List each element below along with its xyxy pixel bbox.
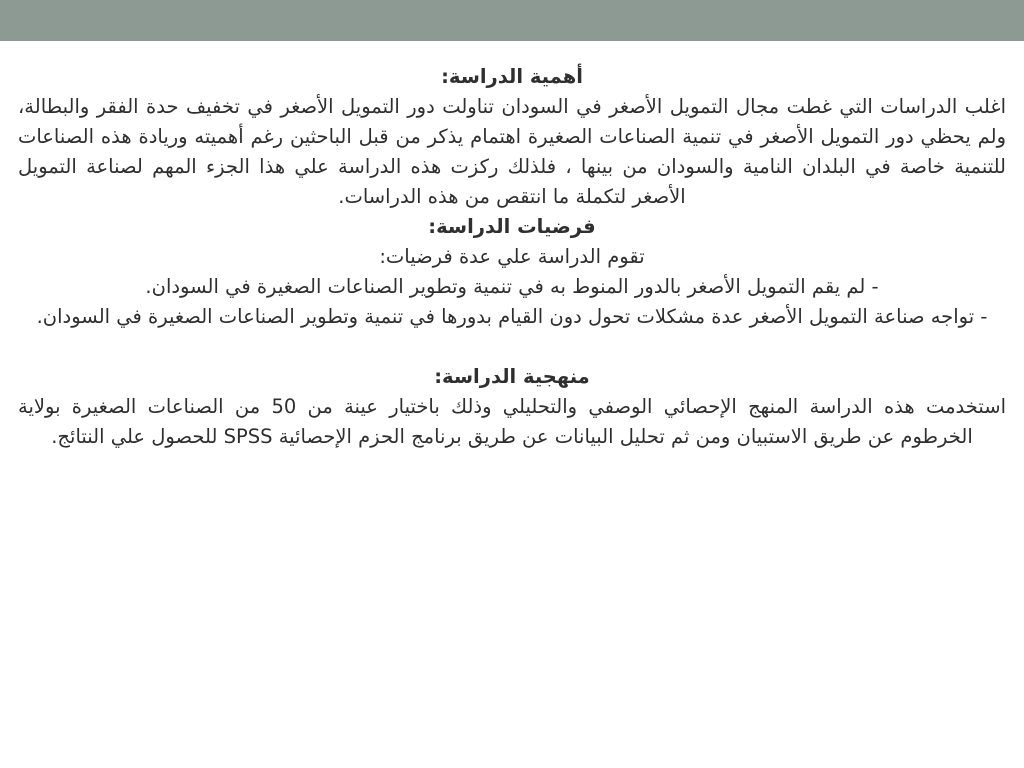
slide-header-bar: [0, 0, 1024, 41]
hypothesis-item: - لم يقم التمويل الأصغر بالدور المنوط به في تنمية وتطوير الصناعات الصغيرة في السودان.: [145, 275, 879, 298]
methodology-heading: منهجية الدراسة:: [434, 365, 590, 388]
slide-content: [18, 62, 1006, 452]
methodology-paragraph: استخدمت هذه الدراسة المنهج الإحصائي الوصفي والتحليلي وذلك باختيار عينة من 50 من الصناعات الصغيرة بولاية الخرطوم عن طريق الاستبيان ومن ثم تحليل البيانات عن طريق برنامج الحزم الإحصائية SPSS للحصول علي النتائج.: [18, 395, 1007, 448]
section-spacer: [18, 332, 1006, 362]
hypotheses-heading: فرضيات الدراسة:: [428, 215, 596, 238]
hypotheses-intro: تقوم الدراسة علي عدة فرضيات:: [379, 245, 645, 268]
importance-paragraph: اغلب الدراسات التي غطت مجال التمويل الأصغر في السودان تناولت دور التمويل الأصغر في تخفيف حدة الفقر والبطالة، ولم يحظي دور التمويل الأصغر في تنمية الصناعات الصغيرة اهتمام يذكر من قبل الباحثين رغم أهميته وريادة هذه الصناعات للتنمية خاصة في البلدان النامية والسودان من بينها ، فلذلك ركزت هذه الدراسة علي هذا الجزء المهم لصناعة التمويل الأصغر لتكملة ما انتقص من هذه الدراسات.: [18, 95, 1006, 208]
importance-heading: أهمية الدراسة:: [441, 65, 583, 88]
hypothesis-item: - تواجه صناعة التمويل الأصغر عدة مشكلات تحول دون القيام بدورها في تنمية وتطوير الصناعات الصغيرة في السودان.: [36, 305, 988, 328]
